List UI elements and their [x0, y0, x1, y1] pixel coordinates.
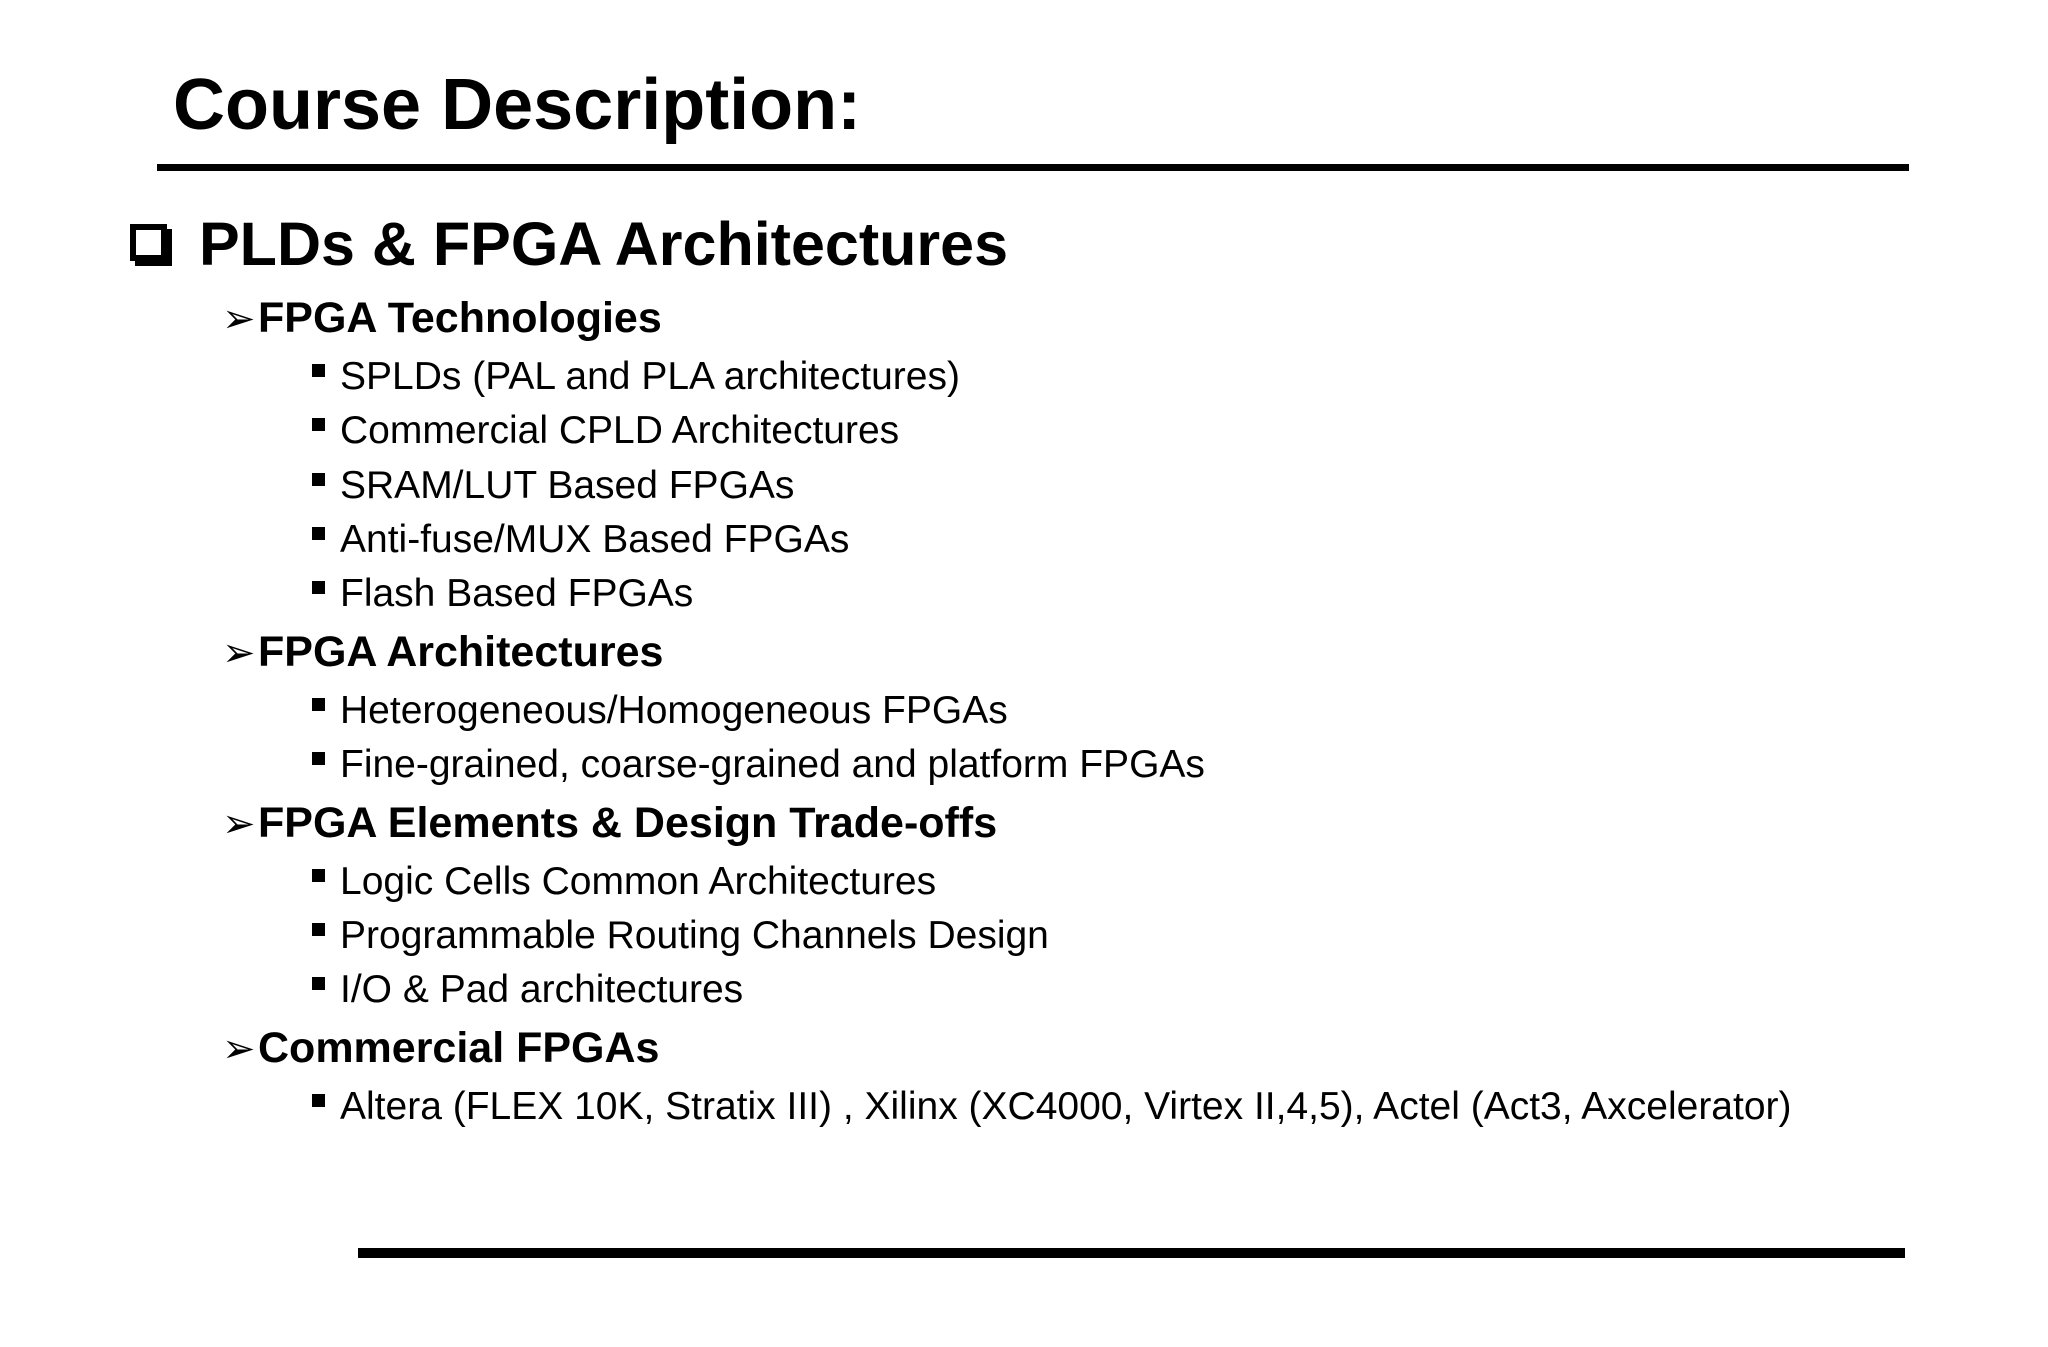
- section-heading-text: Commercial FPGAs: [258, 1024, 660, 1072]
- list-item: [312, 1082, 1792, 1132]
- list-item-text: Flash Based FPGAs: [340, 572, 694, 615]
- title-divider: [157, 164, 1909, 171]
- checkbox-bullet-icon: [130, 224, 167, 261]
- list-item-text: Commercial CPLD Architectures: [340, 409, 900, 452]
- square-bullet-icon: [312, 418, 325, 431]
- arrow-bullet-icon: ➢: [222, 1027, 256, 1071]
- list-item-text: Logic Cells Common Architectures: [340, 860, 937, 903]
- square-bullet-icon: [312, 473, 325, 486]
- main-heading-text: PLDs & FPGA Architectures: [199, 210, 1008, 278]
- square-bullet-icon: [312, 752, 325, 765]
- list-item-text: Heterogeneous/Homogeneous FPGAs: [340, 689, 1008, 732]
- list-item: [312, 911, 1049, 961]
- arrow-bullet-icon: ➢: [222, 297, 256, 341]
- square-bullet-icon: [312, 698, 325, 711]
- section-heading: [222, 291, 662, 346]
- square-bullet-icon: [312, 364, 325, 377]
- list-item: [312, 569, 693, 619]
- square-bullet-icon: [312, 1094, 325, 1107]
- list-item-text: Fine-grained, coarse-grained and platform FPGAs: [340, 743, 1205, 786]
- section-heading: [222, 1021, 659, 1076]
- section-heading-text: FPGA Architectures: [258, 628, 664, 676]
- list-item-text: I/O & Pad architectures: [340, 968, 744, 1011]
- list-item: [312, 965, 743, 1015]
- page-title: Course Description:: [173, 65, 862, 145]
- square-bullet-icon: [312, 869, 325, 882]
- footer-divider: [358, 1248, 1905, 1258]
- list-item-text: Programmable Routing Channels Design: [340, 914, 1049, 957]
- list-item-text: Anti-fuse/MUX Based FPGAs: [340, 518, 850, 561]
- square-bullet-icon: [312, 923, 325, 936]
- list-item: [312, 461, 794, 511]
- section-heading-text: FPGA Technologies: [258, 294, 662, 342]
- list-item: [312, 740, 1205, 790]
- list-item: [312, 406, 899, 456]
- arrow-bullet-icon: ➢: [222, 802, 256, 846]
- square-bullet-icon: [312, 527, 325, 540]
- list-item-text: SPLDs (PAL and PLA architectures): [340, 355, 960, 398]
- arrow-bullet-icon: ➢: [222, 631, 256, 675]
- section-heading: [222, 796, 997, 851]
- main-heading: [130, 208, 1008, 280]
- list-item: [312, 352, 960, 402]
- list-item: [312, 686, 1008, 736]
- section-heading: [222, 625, 663, 680]
- list-item: [312, 857, 936, 907]
- list-item: [312, 515, 849, 565]
- list-item-text: Altera (FLEX 10K, Stratix III) , Xilinx (XC4000, Virtex II,4,5), Actel (Act3, Axcelerator): [340, 1085, 1792, 1128]
- square-bullet-icon: [312, 977, 325, 990]
- list-item-text: SRAM/LUT Based FPGAs: [340, 464, 795, 507]
- square-bullet-icon: [312, 581, 325, 594]
- section-heading-text: FPGA Elements & Design Trade-offs: [258, 799, 998, 847]
